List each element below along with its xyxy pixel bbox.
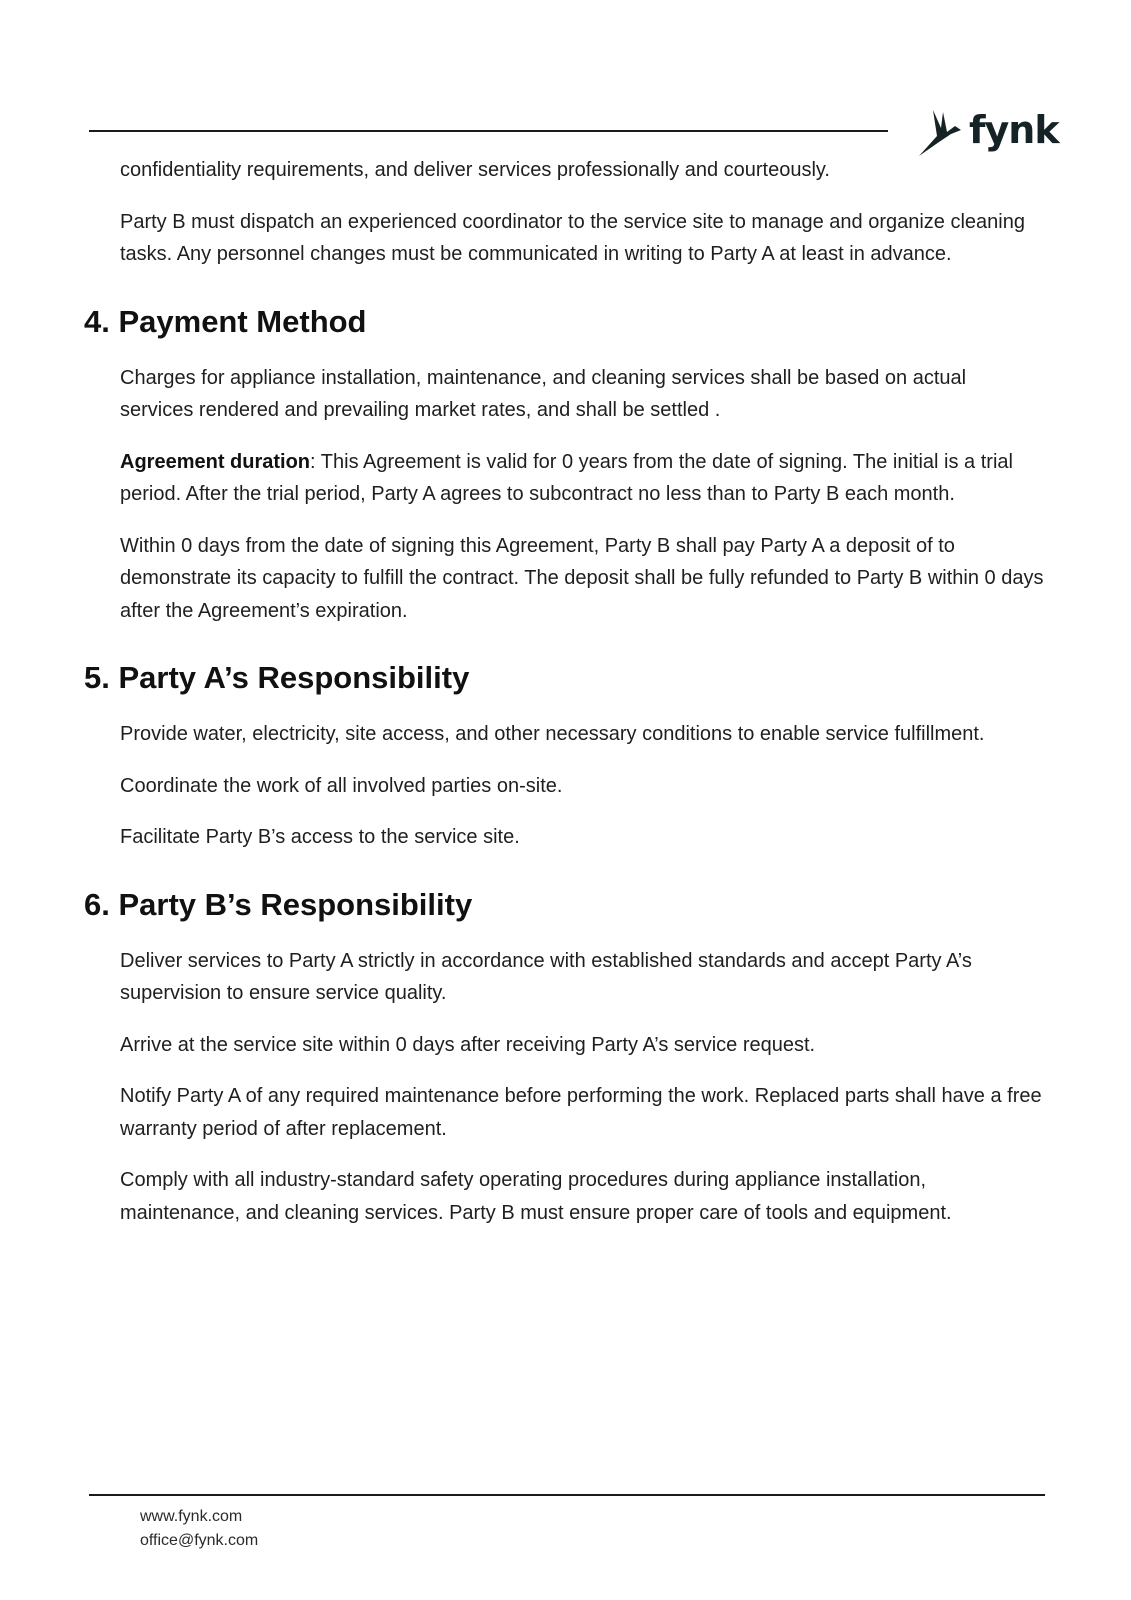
payment-paragraph: Within 0 days from the date of signing this Agreement, Party B shall pay Party A a deposit of to demonstrate its capacity to fulfill the contract. The deposit shall be fully refunded to Party B within 0 days after the Agreement’s expiration. bbox=[120, 534, 1044, 622]
duration-text: : This Agreement is valid for 0 years from the date of signing. The initial is a trial period. After the trial period, Party A agrees to subcontract no less than to Party B each month. bbox=[120, 450, 1013, 505]
party-a-paragraph: Facilitate Party B’s access to the service site. bbox=[120, 826, 520, 848]
intro-paragraph: confidentiality requirements, and deliver services professionally and courteously. bbox=[120, 159, 830, 181]
section-heading-party-a: 5. Party A’s Responsibility bbox=[84, 660, 470, 695]
header-divider bbox=[89, 130, 888, 132]
footer-divider bbox=[89, 1494, 1045, 1496]
logo-wordmark: fynk bbox=[969, 108, 1059, 152]
intro-paragraph: Party B must dispatch an experienced coordinator to the service site to manage and organize cleaning tasks. Any personnel changes must be communicated in writing to Party A at least in advance. bbox=[120, 210, 1025, 265]
party-a-paragraph: Coordinate the work of all involved parties on-site. bbox=[120, 774, 563, 797]
footer-email: office@fynk.com bbox=[140, 1532, 259, 1549]
duration-label: Agreement duration bbox=[120, 450, 311, 473]
section-heading-party-b: 6. Party B’s Responsibility bbox=[84, 886, 473, 922]
party-b-paragraph: Deliver services to Party A strictly in accordance with established standards and accept Party A’s supervision to ensure service quality. bbox=[120, 949, 972, 1004]
fynk-logo bbox=[915, 104, 1059, 160]
party-b-paragraph: Arrive at the service site within 0 days after receiving Party A’s service request. bbox=[120, 1033, 816, 1056]
document-body bbox=[84, 154, 1044, 1248]
payment-duration-paragraph bbox=[120, 446, 1044, 511]
section-heading-payment: 4. Payment Method bbox=[84, 303, 367, 339]
party-b-paragraph: Comply with all industry-standard safety operating procedures during appliance installation, maintenance, and cleaning services. Party B must ensure proper care of tools and equipment. bbox=[120, 1169, 952, 1224]
party-b-paragraph: Notify Party A of any required maintenance before performing the work. Replaced parts shall have a free warranty period of after replacement. bbox=[120, 1085, 1042, 1140]
party-a-paragraph: Provide water, electricity, site access, and other necessary conditions to enable service fulfillment. bbox=[120, 723, 985, 745]
bird-logo-icon bbox=[915, 106, 965, 158]
footer-website: www.fynk.com bbox=[140, 1508, 243, 1525]
payment-paragraph: Charges for appliance installation, maintenance, and cleaning services shall be based on actual services rendered and prevailing market rates, and shall be settled . bbox=[120, 366, 967, 421]
footer bbox=[140, 1505, 258, 1553]
